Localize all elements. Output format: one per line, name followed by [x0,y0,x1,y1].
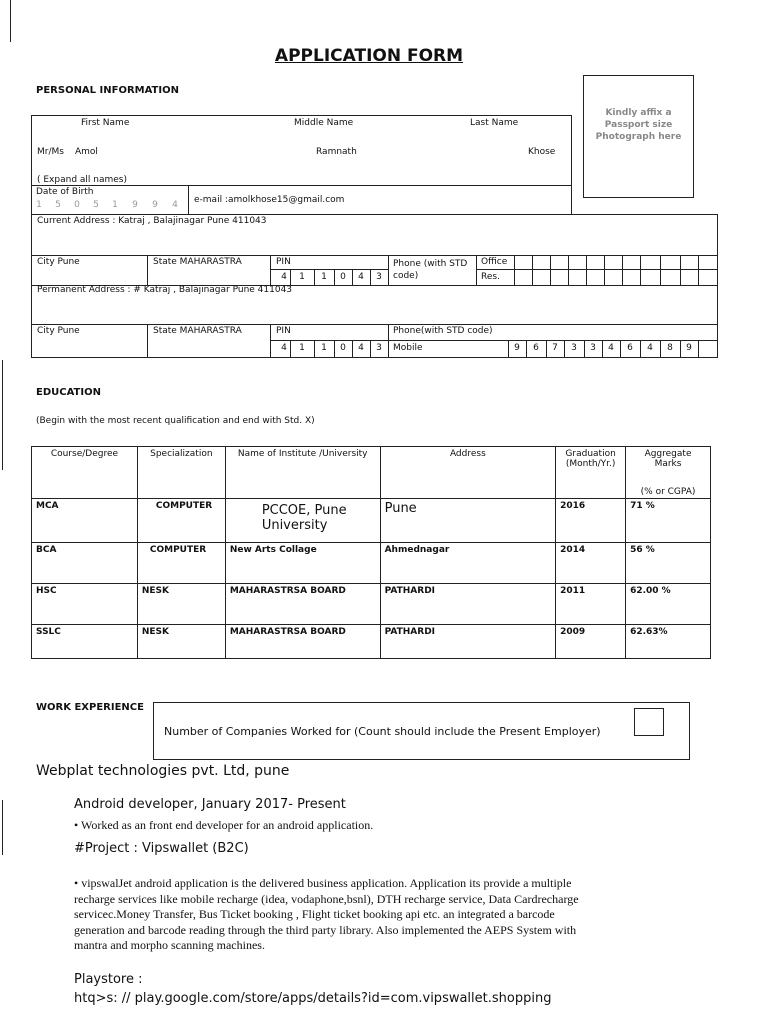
institute-cell: MAHARASTRSA BOARD [225,625,380,659]
mobile-digit: 9 [686,343,692,353]
institute-cell: PCCOE, Pune University [225,499,380,543]
address-cell: PATHARDI [380,625,556,659]
companies-count-input[interactable] [634,708,664,736]
dob-digit: 5 [93,200,99,210]
middle-name-label: Middle Name [294,118,354,128]
photo-note: Kindly affix a Passport size Photograph here [595,108,682,142]
education-heading: EDUCATION [36,387,101,398]
pin-digit: 4 [358,343,364,353]
pin-digit: 4 [358,272,364,282]
pin-digit: 1 [299,272,305,282]
pin-digit: 1 [299,343,305,353]
companies-count-box [153,702,690,760]
project-title: #Project : Vipswallet (B2C) [74,841,249,856]
grid-line [698,255,699,285]
specialization-cell: NESK [137,584,225,625]
column-header: Name of Institute /University [225,447,380,499]
table-row [32,543,711,584]
graduation-cell: 2016 [556,499,626,543]
phone-label-permanent: Phone(with STD code) [393,326,493,336]
graduation-cell: 2014 [556,543,626,584]
marks-cell: 71 % [626,499,711,543]
personal-info-heading: PERSONAL INFORMATION [36,85,179,96]
pin-digit: 3 [376,272,382,282]
divider [270,255,271,285]
marks-cell: 62.63% [626,625,711,659]
divider [388,324,389,358]
dob-digit: 1 [112,200,118,210]
state-current: State MAHARASTRA [153,257,242,267]
margin-mark [2,360,3,470]
mobile-label: Mobile [393,343,423,353]
column-header-marks [626,447,711,499]
column-header: Specialization [137,447,225,499]
dob-label: Date of Birth [36,187,94,197]
last-name-label: Last Name [470,118,519,128]
address-cell: PATHARDI [380,584,556,625]
mobile-digit: 6 [627,343,633,353]
grid-line [660,340,661,358]
pin-digit: 0 [340,272,346,282]
mobile-digit: 6 [533,343,539,353]
divider [476,269,718,270]
specialization-cell: COMPUTER [137,543,225,584]
playstore-link[interactable]: htq>s: // play.google.com/store/apps/details?id=com.vipswallet.shopping [74,991,552,1006]
pin-digit: 4 [281,272,287,282]
grid-line [622,255,623,285]
course-cell: BCA [32,543,138,584]
res-label: Res. [481,272,500,282]
description-line: recharge services like mobile recharge (idea, vodaphone,bsnl), DTH recharge service, Data Cardrecharge [74,891,579,906]
grid-line [314,340,315,358]
column-header: Address [380,447,556,499]
divider [31,324,718,325]
margin-mark [10,0,11,42]
dob-digit: 9 [152,200,158,210]
specialization-cell: COMPUTER [137,499,225,543]
playstore-label: Playstore : [74,972,143,987]
grid-line [526,340,527,358]
divider [188,185,189,215]
dob-digit: 1 [36,200,42,210]
divider [147,255,148,285]
divider [476,255,477,285]
dob-digit: 9 [132,200,138,210]
column-header: Graduation (Month/Yr.) [556,447,626,499]
graduation-cell: 2011 [556,584,626,625]
job-role: Android developer, January 2017- Present [74,797,346,812]
grid-line [698,340,699,358]
table-row [32,499,711,543]
work-experience-heading: WORK EXPERIENCE [36,702,144,713]
marks-cell: 62.00 % [626,584,711,625]
institute-cell: New Arts Collage [225,543,380,584]
description-line: mantra and morpho scanning machines. [74,938,265,952]
divider [270,340,718,341]
first-name-label: First Name [81,118,130,128]
mobile-digit: 3 [590,343,596,353]
city-current: City Pune [37,257,80,267]
phone-label-current: Phone (with STD code) [393,259,468,281]
table-header-row [32,447,711,499]
photo-box [583,75,694,198]
divider [31,255,718,256]
specialization-cell: NESK [137,625,225,659]
description-line: servicec.Money Transfer, Bus Ticket booking , Flight ticket booking api etc. an integrated a barcode [74,907,555,921]
page-title: APPLICATION FORM [274,46,464,66]
dob-digit: 5 [55,200,61,210]
graduation-cell: 2009 [556,625,626,659]
grid-line [586,255,587,285]
column-header: Course/Degree [32,447,138,499]
pin-label-current: PIN [276,257,291,267]
last-name-value: Khose [528,147,556,157]
marks-subheader: (% or CGPA) [640,487,696,497]
institute-cell: MAHARASTRSA BOARD [225,584,380,625]
grid-line [514,255,515,285]
grid-line [564,340,565,358]
pin-label-permanent: PIN [276,326,291,336]
divider [147,324,148,358]
education-note: (Begin with the most recent qualification and end with Std. X) [36,416,315,426]
grid-line [314,269,315,285]
mobile-digit: 9 [514,343,520,353]
salutation: Mr/Ms [37,147,64,157]
margin-mark [2,800,3,855]
divider [388,255,389,285]
description-line: • vipswalJet android application is the delivered business application. Application its provide a multiple [74,876,572,890]
company-name: Webplat technologies pvt. Ltd, pune [36,763,290,779]
expand-note: ( Expand all names) [37,175,127,185]
mobile-digit: 3 [571,343,577,353]
grid-line [550,255,551,285]
dob-digit: 4 [172,200,178,210]
grid-line [680,255,681,285]
description-line: generation and barcode reading through the third party library. Also implemented the AEPS System with [74,922,577,937]
course-cell: MCA [32,499,138,543]
dob-digit: 0 [74,200,80,210]
permanent-address: Permanent Address : # Katraj , Balajinagar Pune 411043 [37,285,293,295]
address-cell: Ahmednagar [380,543,556,584]
marks-cell: 56 % [626,543,711,584]
mobile-digit: 8 [667,343,673,353]
current-address: Current Address : Katraj , Balajinagar Pune 411043 [37,216,267,226]
city-permanent: City Pune [37,326,80,336]
grid-line [620,340,621,358]
mobile-digit: 4 [647,343,653,353]
course-cell: HSC [32,584,138,625]
dob-digits [31,200,188,214]
email-value: e-mail :amolkhose15@gmail.com [194,195,345,205]
job-bullet: • Worked as an front end developer for an android application. [74,818,374,832]
grid-line [640,340,641,358]
pin-digit: 1 [321,272,327,282]
office-label: Office [481,257,508,267]
state-permanent: State MAHARASTRA [153,326,242,336]
grid-line [568,255,569,285]
column-header: Aggregate Marks [644,449,692,469]
divider [270,324,271,358]
pin-digit: 1 [321,343,327,353]
table-row [32,625,711,659]
middle-name-value: Ramnath [316,147,357,157]
mobile-digit: 4 [608,343,614,353]
grid-line [660,255,661,285]
education-table [31,446,711,659]
pin-digit: 0 [340,343,346,353]
grid-line [532,255,533,285]
address-cell: Pune [380,499,556,543]
project-description [74,876,724,954]
first-name-value: Amol [75,147,98,157]
table-row [32,584,711,625]
mobile-digit: 7 [552,343,558,353]
grid-line [604,255,605,285]
course-cell: SSLC [32,625,138,659]
pin-digit: 4 [281,343,287,353]
pin-digit: 3 [376,343,382,353]
companies-count-label: Number of Companies Worked for (Count should include the Present Employer) [164,725,601,738]
grid-line [640,255,641,285]
